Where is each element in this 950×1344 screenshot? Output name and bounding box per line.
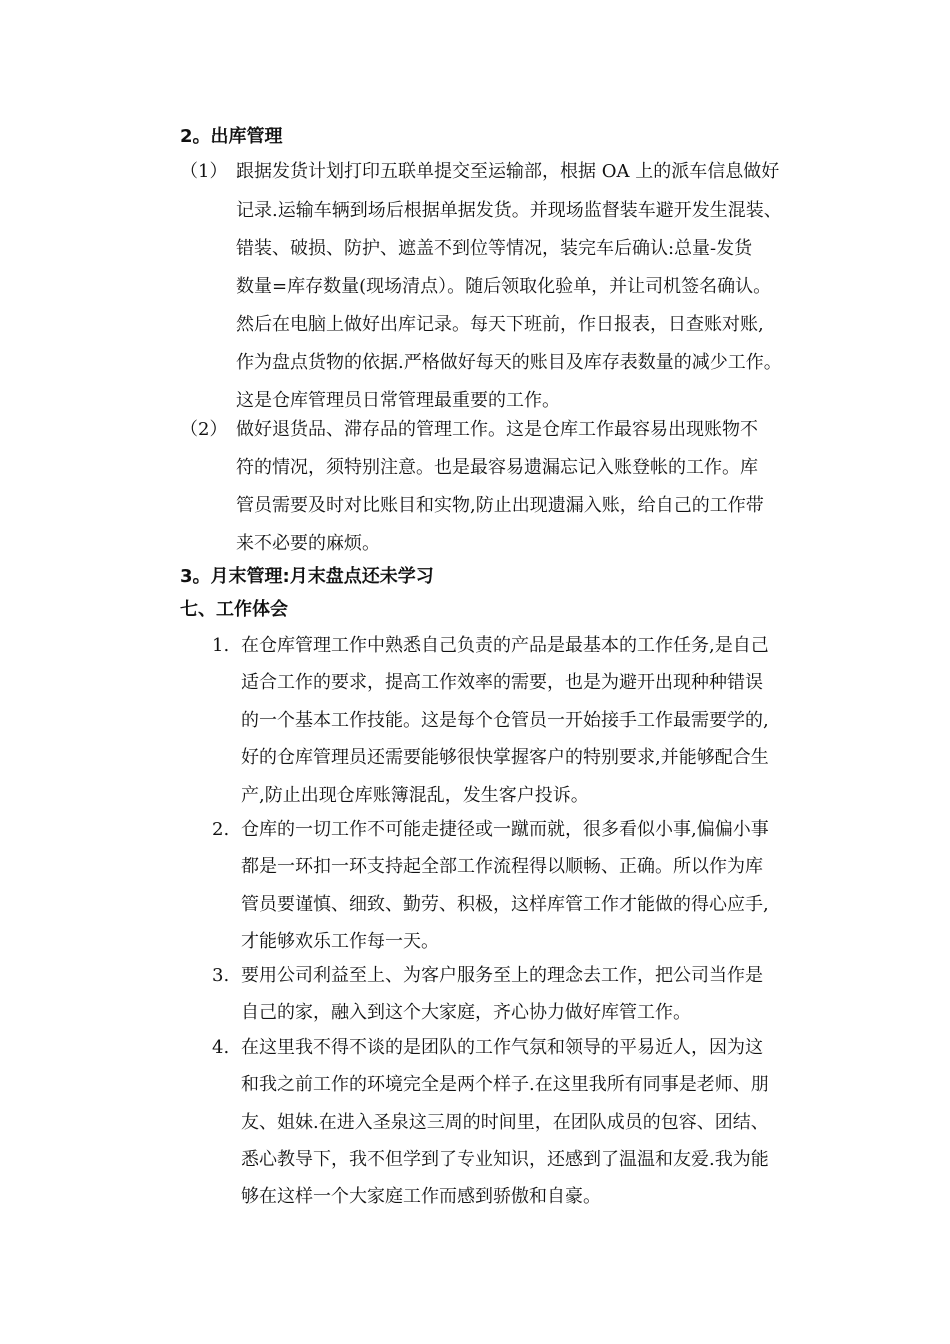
paragraph-line: 够在这样一个大家庭工作而感到骄傲和自豪。: [241, 1186, 601, 1207]
paragraph-line: 和我之前工作的环境完全是两个样子.在这里我所有同事是老师、朋: [241, 1074, 769, 1095]
paragraph-line: 才能够欢乐工作每一天。: [241, 931, 439, 952]
paragraph-line: 数量=库存数量(现场清点）。随后领取化验单，并让司机签名确认。: [236, 276, 772, 297]
paragraph-line: 做好退货品、滞存品的管理工作。这是仓库工作最容易出现账物不: [236, 419, 758, 440]
section-heading-outbound: 2。出库管理: [180, 126, 283, 147]
paragraph-line: 悉心教导下，我不但学到了专业知识，还感到了温温和友爱.我为能: [241, 1149, 769, 1170]
paragraph-line: 符的情况，须特别注意。也是最容易遗漏忘记入账登帐的工作。库: [236, 457, 758, 478]
item-marker: 3.: [212, 965, 230, 986]
paragraph-line: 管员需要及时对比账目和实物,防止出现遗漏入账，给自己的工作带: [236, 495, 764, 516]
paragraph-line: 好的仓库管理员还需要能够很快掌握客户的特别要求,并能够配合生: [241, 747, 769, 768]
paragraph-line: 在这里我不得不谈的是团队的工作气氛和领导的平易近人，因为这: [241, 1037, 763, 1058]
paragraph-line: 要用公司利益至上、为客户服务至上的理念去工作，把公司当作是: [241, 965, 763, 986]
paragraph-line: 管员要谨慎、细致、勤劳、积极，这样库管工作才能做的得心应手,: [241, 894, 769, 915]
paragraph-line: 适合工作的要求，提高工作效率的需要，也是为避开出现种种错误: [241, 672, 763, 693]
paragraph-line: 错装、破损、防护、遮盖不到位等情况，装完车后确认:总量-发货: [236, 238, 753, 259]
paragraph-line: 这是仓库管理员日常管理最重要的工作。: [236, 390, 560, 411]
paragraph-line: 作为盘点货物的依据.严格做好每天的账目及库存表数量的减少工作。: [236, 352, 782, 373]
paragraph-line: 都是一环扣一环支持起全部工作流程得以顺畅、正确。所以作为库: [241, 856, 763, 877]
paragraph-line: 产,防止出现仓库账簿混乱，发生客户投诉。: [241, 785, 589, 806]
paragraph-line: 在仓库管理工作中熟悉自己负责的产品是最基本的工作任务,是自己: [241, 635, 769, 656]
section-heading-monthend: 3。月末管理:月末盘点还未学习: [180, 566, 434, 587]
item-marker: （2）: [180, 419, 228, 440]
paragraph-line: 友、姐妹.在进入圣泉这三周的时间里，在团队成员的包容、团结、: [241, 1112, 769, 1133]
item-marker: 1.: [212, 635, 230, 656]
paragraph-line: 来不必要的麻烦。: [236, 533, 380, 554]
item-marker: （1）: [180, 161, 228, 182]
paragraph-line: 自己的家，融入到这个大家庭，齐心协力做好库管工作。: [241, 1002, 691, 1023]
item-marker: 2.: [212, 819, 230, 840]
paragraph-line: 记录.运输车辆到场后根据单据发货。并现场监督装车避开发生混装、: [236, 200, 782, 221]
section-heading-experience: 七、工作体会: [180, 599, 288, 620]
paragraph-line: 然后在电脑上做好出库记录。每天下班前，作日报表，日查账对账,: [236, 314, 764, 335]
item-marker: 4.: [212, 1037, 230, 1058]
paragraph-line: 仓库的一切工作不可能走捷径或一蹴而就，很多看似小事,偏偏小事: [241, 819, 769, 840]
paragraph-line: 跟据发货计划打印五联单提交至运输部，根据 OA 上的派车信息做好: [236, 161, 780, 182]
paragraph-line: 的一个基本工作技能。这是每个仓管员一开始接手工作最需要学的,: [241, 710, 769, 731]
